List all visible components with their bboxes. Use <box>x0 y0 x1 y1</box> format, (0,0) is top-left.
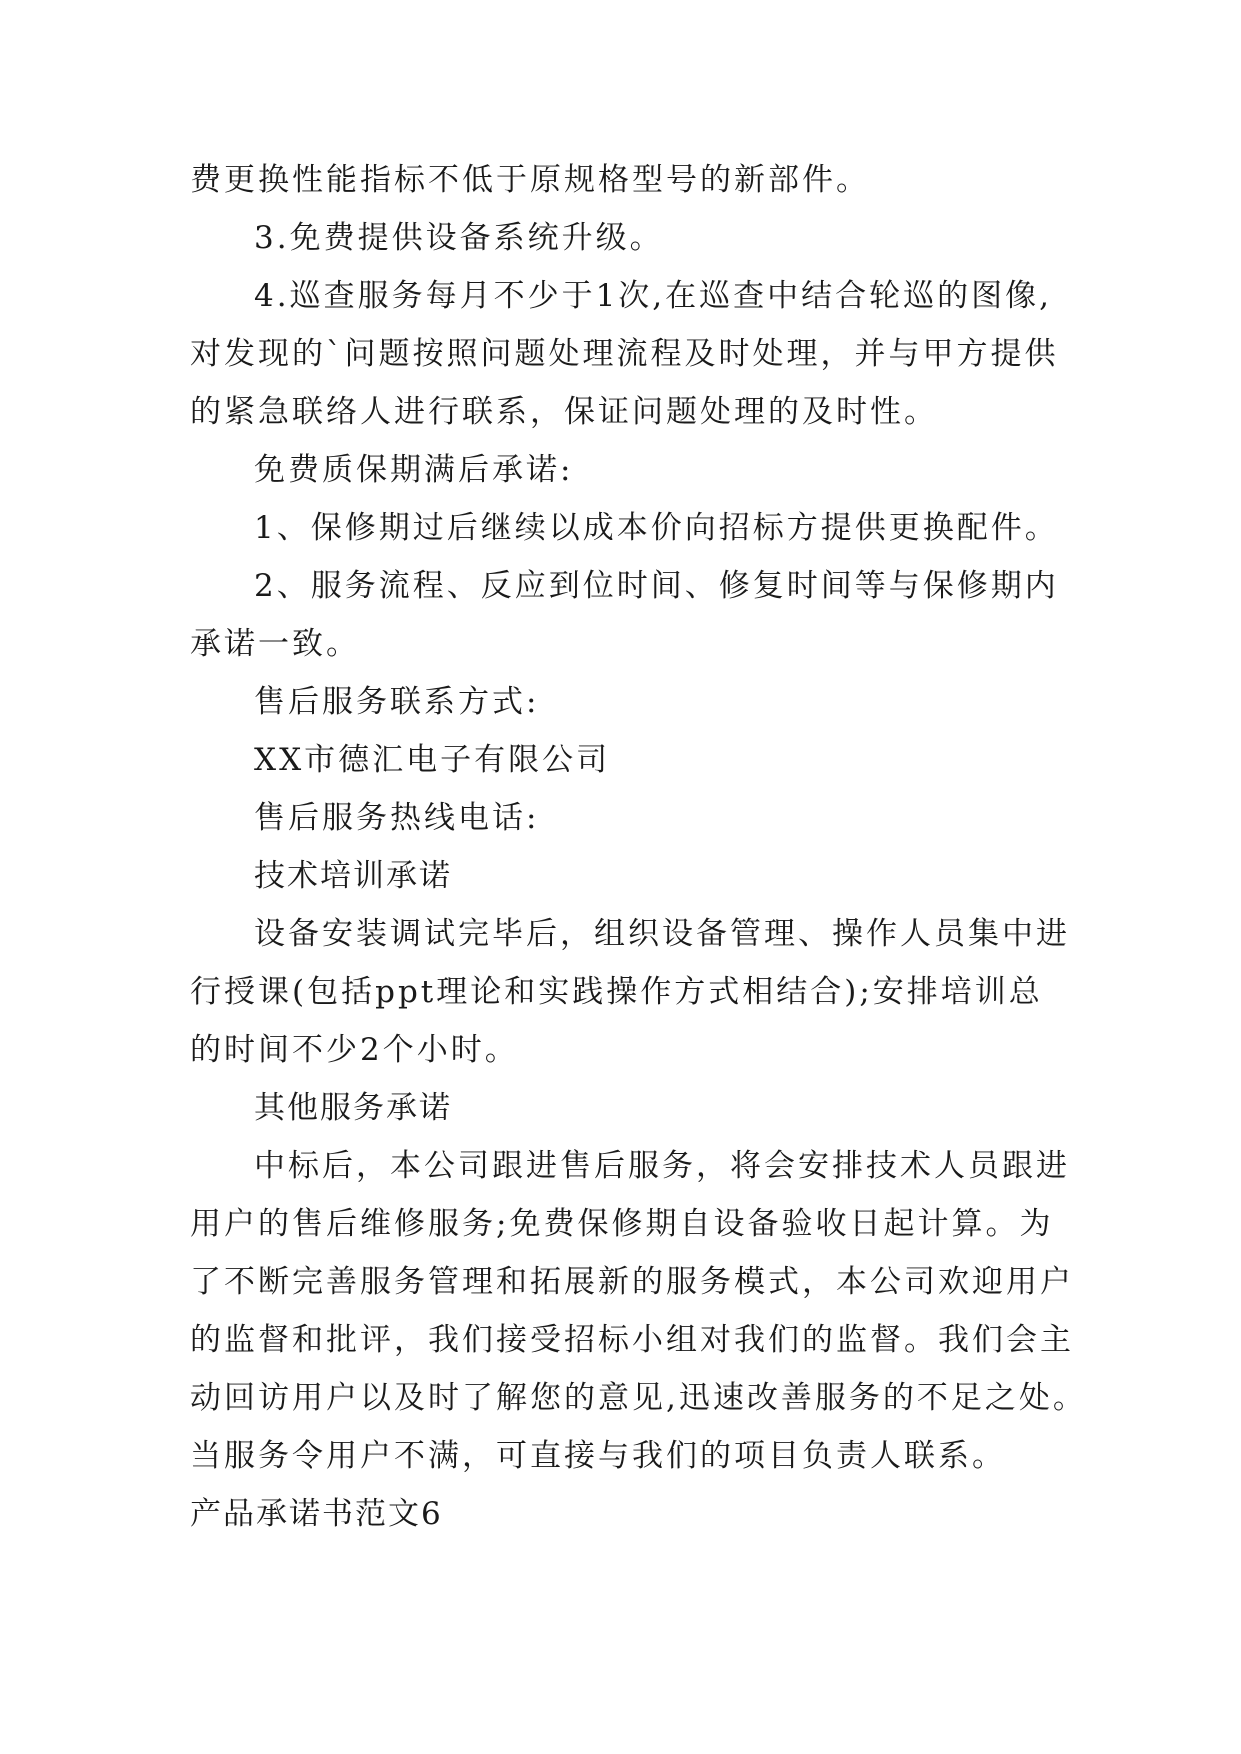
text-line: 用户的售后维修服务;免费保修期自设备验收日起计算。为 <box>190 1206 1054 1242</box>
text-line: 售后服务热线电话: <box>254 800 540 836</box>
text-line: 了不断完善服务管理和拓展新的服务模式，本公司欢迎用户 <box>190 1264 1074 1300</box>
section-heading: 技术培训承诺 <box>254 858 452 894</box>
text-line: 行授课(包括ppt理论和实践操作方式相结合);安排培训总 <box>190 974 1043 1010</box>
text-line: 2、服务流程、反应到位时间、修复时间等与保修期内 <box>254 568 1059 604</box>
section-heading: 其他服务承诺 <box>254 1090 452 1126</box>
text-line: 对发现的`问题按照问题处理流程及时处理，并与甲方提供 <box>190 336 1059 372</box>
text-line: 中标后，本公司跟进售后服务，将会安排技术人员跟进 <box>254 1148 1070 1184</box>
text-line: 设备安装调试完毕后，组织设备管理、操作人员集中进 <box>254 916 1070 952</box>
text-line: 的紧急联络人进行联系，保证问题处理的及时性。 <box>190 394 938 430</box>
text-line: 1、保修期过后继续以成本价向招标方提供更换配件。 <box>254 510 1059 546</box>
text-line: 的监督和批评，我们接受招标小组对我们的监督。我们会主 <box>190 1322 1074 1358</box>
document-title: 产品承诺书范文6 <box>190 1496 443 1532</box>
text-line: 免费质保期满后承诺: <box>254 452 574 488</box>
text-line: 费更换性能指标不低于原规格型号的新部件。 <box>190 162 870 198</box>
text-line: 动回访用户以及时了解您的意见,迅速改善服务的不足之处。 <box>190 1380 1087 1416</box>
text-line: 当服务令用户不满，可直接与我们的项目负责人联系。 <box>190 1438 1006 1474</box>
text-line: 3.免费提供设备系统升级。 <box>254 220 664 256</box>
company-name: XX市德汇电子有限公司 <box>254 742 611 778</box>
text-line: 4.巡查服务每月不少于1次,在巡查中结合轮巡的图像, <box>254 278 1053 314</box>
text-line: 承诺一致。 <box>190 626 360 662</box>
text-line: 售后服务联系方式: <box>254 684 540 720</box>
text-line: 的时间不少2个小时。 <box>190 1032 519 1068</box>
